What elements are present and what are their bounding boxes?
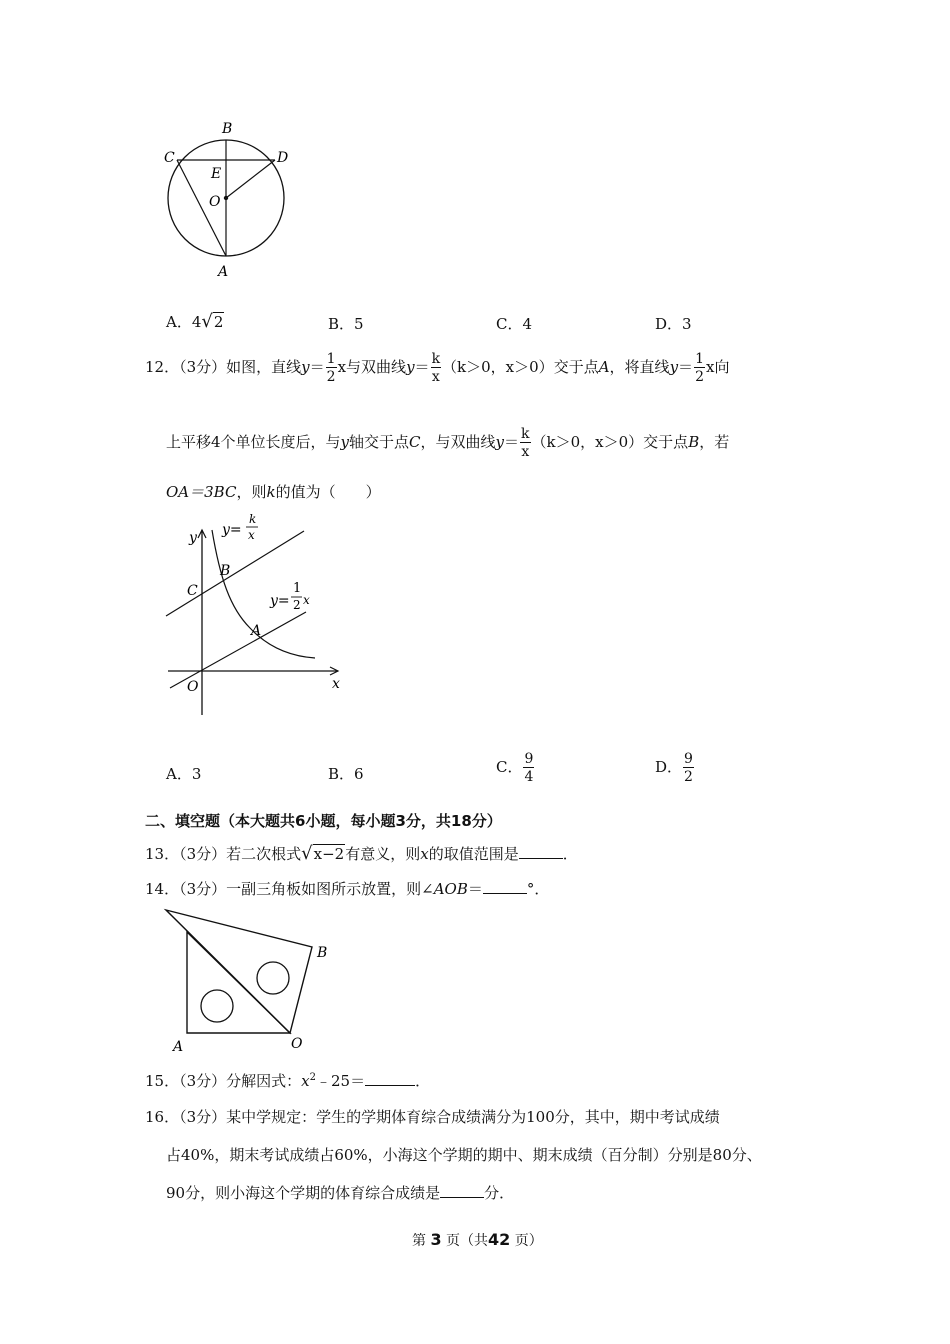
var-x: x [337, 358, 347, 376]
condition: （k＞0，x＞0） [531, 433, 644, 451]
equals: ＝ [414, 358, 430, 376]
text: 有意义，则 [345, 845, 421, 863]
denominator: x [431, 369, 440, 385]
label-b: B [317, 945, 328, 961]
text: 一副三角板如图所示放置，则∠ [226, 880, 434, 898]
question-number: 12． [145, 358, 180, 376]
label-e: E [211, 166, 222, 182]
page-footer [412, 1230, 543, 1250]
fraction-k-x [431, 352, 441, 384]
text: ，将直线 [609, 358, 670, 376]
q16-line-2 [166, 1144, 762, 1165]
question-number: 14． [145, 880, 180, 898]
q12-option-d [655, 752, 695, 784]
point-b: B [688, 433, 700, 451]
q11-option-d [655, 313, 692, 334]
sqrt-symbol: √x−2 [301, 843, 345, 864]
text: 与双曲线 [346, 358, 407, 376]
exponent: 2 [309, 1072, 316, 1083]
footer-text: 页（共 [446, 1233, 489, 1249]
answer-blank[interactable] [519, 844, 563, 859]
label-o: O [209, 194, 221, 210]
var-x: x [705, 358, 715, 376]
text: 上平移4个单位长度后，与 [166, 433, 341, 451]
point-a: A [598, 358, 610, 376]
label-d: D [277, 150, 289, 166]
var-k: k [266, 483, 276, 501]
option-label: A． [166, 765, 192, 783]
label-curve-k: k [249, 512, 257, 526]
text: 占40%，期末考试成绩占60%，小海这个学期的期中、期末成绩（百分制）分别是80分、 [166, 1146, 762, 1164]
label-curve-y: y= [222, 522, 242, 538]
point-c: C [409, 433, 421, 451]
q11-option-a [166, 311, 224, 332]
option-label: D． [655, 758, 683, 776]
q15-line [145, 1070, 430, 1091]
var-x: x [420, 845, 429, 863]
sqrt-symbol: √2 [201, 311, 224, 332]
numerator: k [521, 426, 530, 442]
q12-line-3 [166, 481, 381, 502]
option-label: C． [496, 758, 523, 776]
var-y: y [340, 433, 350, 451]
option-value: 4 [522, 315, 533, 333]
answer-blank[interactable] [440, 1183, 484, 1198]
q11-option-c [496, 313, 532, 334]
condition: （k＞0，x＞0） [442, 358, 554, 376]
denominator: 4 [524, 769, 534, 785]
question-score: （3分） [179, 845, 227, 863]
label-a: A [251, 623, 262, 639]
section-title: 二、填空题（本大题共6小题，每小题3分，共18分） [145, 812, 502, 830]
label-curve-x: x [248, 528, 255, 542]
label-line-x: x [303, 593, 310, 607]
text: 向 [714, 358, 730, 376]
text: ＝ [467, 880, 483, 898]
text: 若二次根式 [226, 845, 302, 863]
label-a: A [218, 264, 229, 280]
option-label: B． [328, 765, 355, 783]
question-number: 16． [145, 1108, 180, 1126]
text: ． [415, 1072, 431, 1090]
label-c: C [164, 150, 175, 166]
numerator: 9 [524, 751, 534, 767]
q14-line [145, 878, 549, 899]
q16-line-3 [166, 1182, 514, 1203]
question-score: （3分） [179, 1072, 227, 1090]
label-c: C [187, 583, 198, 599]
hole-large-triangle [257, 962, 289, 994]
text: 轴交于点 [349, 433, 410, 451]
q16-line-1 [145, 1106, 720, 1127]
q12-option-a [166, 763, 201, 784]
angle-aob: AOB [433, 880, 468, 898]
text: 的取值范围是 [428, 845, 519, 863]
fraction-9-2 [683, 752, 694, 784]
question-number: 15． [145, 1072, 180, 1090]
label-y-axis: y [189, 530, 197, 546]
page-number: 3 [430, 1230, 442, 1249]
q12-graph-figure [160, 508, 360, 720]
hole-small-triangle [201, 990, 233, 1022]
answer-blank[interactable] [365, 1071, 415, 1086]
total-pages: 42 [488, 1230, 511, 1249]
question-number: 13． [145, 845, 180, 863]
q11-option-b [328, 313, 364, 334]
condition-oa-bc: OA＝3BC [166, 483, 237, 501]
option-value: 6 [354, 765, 364, 783]
q12-line-2 [166, 423, 729, 461]
var-y: y [669, 358, 679, 376]
denominator: 2 [684, 769, 693, 785]
footer-text: 第 [412, 1233, 426, 1249]
option-label: B． [328, 315, 355, 333]
option-label: D． [655, 315, 683, 333]
q13-line [145, 843, 578, 864]
text: ，与双曲线 [420, 433, 496, 451]
q12-line-1 [145, 348, 729, 386]
denominator: 2 [695, 369, 704, 385]
text: ，若 [699, 433, 730, 451]
text: 某中学规定：学生的学期体育综合成绩满分为100分，其中，期中考试成绩 [226, 1108, 720, 1126]
text: ，则 [236, 483, 267, 501]
denominator: 2 [326, 369, 336, 385]
question-score: （3分） [179, 1108, 227, 1126]
label-x-axis: x [332, 676, 340, 692]
fraction-half [694, 352, 705, 384]
q14-triangles-figure [160, 905, 340, 1055]
label-b: B [220, 563, 231, 579]
q12-option-b [328, 763, 364, 784]
answer-blank[interactable] [483, 879, 527, 894]
q11-circle-figure [150, 118, 300, 283]
denominator: x [521, 444, 530, 460]
option-value: 3 [682, 315, 692, 333]
var-y: y [301, 358, 310, 376]
radicand: 2 [213, 313, 224, 331]
fraction-half [326, 352, 337, 384]
option-value: 4 [191, 313, 202, 331]
footer-text: 页） [514, 1233, 543, 1249]
fraction-9-4 [523, 752, 534, 784]
numerator: 9 [684, 751, 693, 767]
triangle-30-60 [166, 910, 312, 1033]
text: ． [562, 845, 578, 863]
fraction-k-x [520, 427, 530, 459]
center-point [224, 196, 228, 200]
label-a: A [173, 1039, 184, 1055]
text: 90分，则小海这个学期的体育综合成绩是 [166, 1184, 441, 1202]
text: ﹣25＝ [316, 1072, 366, 1090]
equals: ＝ [678, 358, 694, 376]
option-value: 3 [191, 765, 202, 783]
var-y: y [406, 358, 415, 376]
label-line-num: 1 [293, 581, 302, 596]
option-label: C． [496, 315, 523, 333]
numerator: 1 [326, 351, 336, 367]
text: 分解因式： [226, 1072, 302, 1090]
equals: ＝ [504, 433, 520, 451]
segment-od [226, 160, 275, 198]
radicand: x−2 [313, 845, 345, 863]
text: 分． [484, 1184, 515, 1202]
text: °． [526, 880, 550, 898]
question-score: （3分） [179, 880, 227, 898]
option-value: 5 [354, 315, 364, 333]
equals: ＝ [309, 358, 325, 376]
option-label: A． [166, 313, 192, 331]
text: 的值为（ ） [275, 483, 381, 501]
label-o: O [291, 1036, 303, 1052]
var-x: x [301, 1072, 310, 1090]
numerator: 1 [695, 351, 704, 367]
q12-option-c [496, 752, 535, 784]
text: 交于点 [643, 433, 689, 451]
line-half-x [170, 612, 306, 688]
label-line-den: 2 [293, 598, 301, 612]
question-score: （3分） [179, 358, 227, 376]
label-o: O [187, 679, 199, 695]
numerator: k [431, 351, 441, 367]
label-line-y: y= [270, 593, 290, 609]
text: 如图，直线 [226, 358, 302, 376]
text: 交于点 [553, 358, 599, 376]
var-y: y [495, 433, 505, 451]
label-b: B [222, 121, 233, 137]
